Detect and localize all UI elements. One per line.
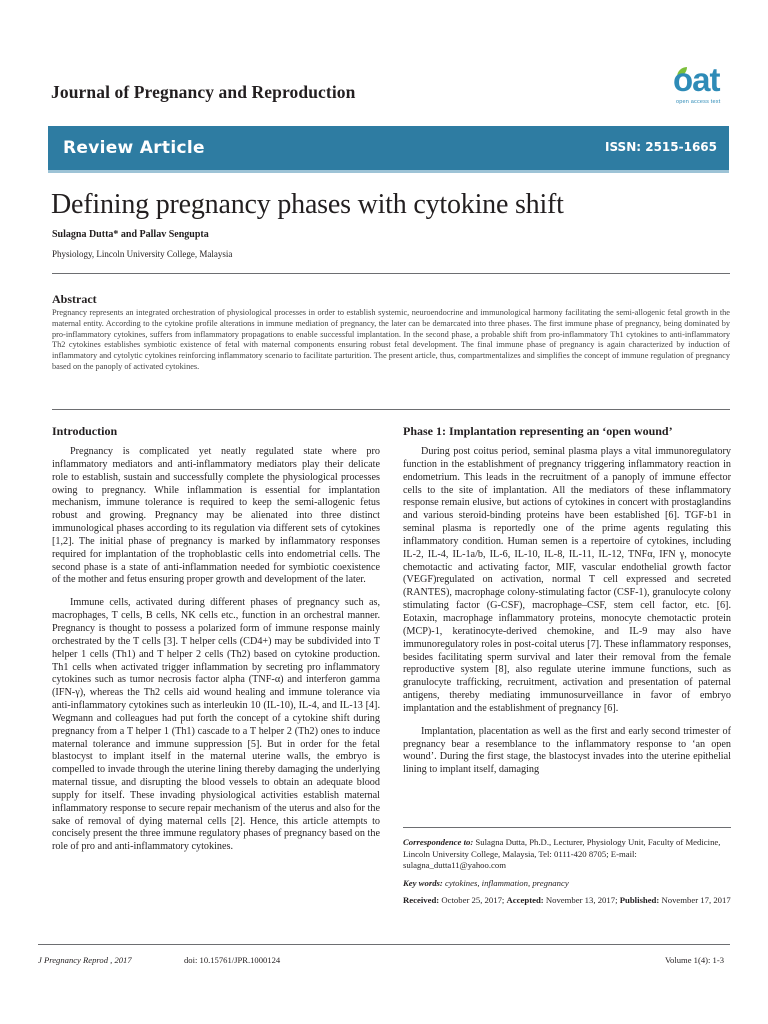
divider-top [52, 273, 730, 274]
divider-footer [38, 944, 730, 945]
abstract-heading: Abstract [52, 292, 97, 306]
authors: Sulagna Dutta* and Pallav Sengupta [52, 229, 209, 240]
correspondence-box [403, 837, 731, 913]
divider-abstract [52, 409, 730, 410]
keywords [403, 878, 731, 890]
journal-title: Journal of Pregnancy and Reproduction [51, 82, 356, 102]
publisher-logo[interactable] [664, 61, 740, 110]
phase1-paragraph-2: Implantation, placentation as well as the first and early second trimester of pregnancy bear a resemblance to the inflammatory response to ‘an open wound’. During the first stage, the blastocyst invades into the uterine epithelial lining to implant itself, damaging [403, 725, 731, 776]
affiliation: Physiology, Lincoln University College, Malaysia [52, 249, 233, 259]
article-banner [48, 126, 729, 170]
phase1-heading: Phase 1: Implantation representing an ‘open wound’ [403, 424, 673, 438]
issn: ISSN: 2515-1665 [604, 140, 717, 154]
published-date: November 17, 2017 [661, 895, 731, 905]
correspondence-label: Correspondence to: [403, 837, 474, 847]
introduction-paragraph-2: Immune cells, activated during different phases of pregnancy such as, macrophages, T cells, B cells, NK cells etc., function in an orchestral manner. Pregnancy is thought to possess a polarized form of immune response mainly orchestrated by the T cells [3]. T helper cells (CD4+) may be subdivided into T helper 1 cells (Th1) and T helper 2 cells (Th2) based on cytokine production. Th1 cells when activated trigger inflammation by secreting pro inflammatory cytokines such as tumor necrosis factor alpha (TNF-α) and interferon gamma (IFN-γ), whereas the Th2 cells aid wound healing and immune tolerance via anti-inflammatory cytokines such as interleukin 10 (IL-10), IL-4, and IL-13 [4]. Wegmann and colleagues had put forth the concept of a cytokine shift during pregnancy from a T helper 1 (Th1) cascade to a T helper 2 (Th2) ones to induce maternal tolerance and immune suppression [5]. But in order for the fetal blastocyst to implant itself in the maternal uterine walls, the embryo is compelled to invade through the uterine lining thereby damaging the underlying maternal tissue, and disrupting the blood vessels to obtain an adequate blood supply for itself. These invading physiological activities establish maternal inflammatory response to secure repair mechanism of the uterus and also for the sake of removal of dying maternal cells [2]. Hence, this article attempts to concisely present the three immune regulatory phases of pregnancy based on the role of pro and anti-inflammatory cytokines. [52, 597, 380, 853]
received-label: Received: [403, 895, 440, 905]
divider-correspondence [403, 827, 731, 828]
dates [403, 895, 731, 907]
phase1-paragraph-1: During post coitus period, seminal plasma plays a vital immunoregulatory function in the establishment of pregnancy triggering inflammatory reaction in endometrium. This leads in the recruitment of a panoply of immune effector cells to the site of implantation. All the mediators of these inflammatory response remain elusive, but actions of cytokines in concert with prostaglandins and various steroid-binding proteins have been established [6]. TGF-b1 in seminal plasma is reportedly one of the prime agents regulating this inflammatory condition. Human semen is a repertoire of cytokines, including IL-2, IL-4, IL-1a/b, IL-6, IL-10, IL-8, IL-11, IL-12, TNFα, IFN γ, monocyte chemotactic and activating factor, MIF, vascular endothelial growth factor (VEGF)regulated on activation, normal T cell expressed and secreted (RANTES), macrophage colony-stimulating factor (CSF-1), granulocyte colony stimulating factor (G-CSF), macrophage–CSF, stem cell factor, etc. [6]. Eotaxin, macrophage inflammatory proteins, monocyte chemotactic protein (MCP)-1, keratinocyte-derived chemokine, and IL-9 may also have immunoregulatory roles in post-coital uterus [7]. These inflammatory responses, besides facilitating sperm survival and later their removal from the female reproductive system [8], also regulate uterine immune functions, such as granulocyte trafficking, recruitment, activation and presentation of paternal antigens, thereby mediating immunosurveillance in favor of embryo implantation and the establishment of pregnancy [6]. [403, 446, 731, 714]
banner-shadow [48, 170, 729, 173]
article-title: Defining pregnancy phases with cytokine shift [51, 189, 564, 220]
keywords-text: cytokines, inflammation, pregnancy [445, 877, 569, 888]
footer-doi[interactable]: doi: 10.15761/JPR.1000124 [184, 955, 281, 965]
correspondence [403, 837, 731, 872]
introduction-column [52, 446, 380, 864]
introduction-heading: Introduction [52, 424, 118, 438]
correspondence-text: Sulagna Dutta, Ph.D., Lecturer, Physiology Unit, Faculty of Medicine, Lincoln University College, Malaysia, Tel: 0111-420 8705; E-mail: sulagna_dutta11@yahoo.com [403, 837, 721, 870]
logo-word: oat [673, 61, 720, 98]
footer-journal: J Pregnancy Reprod , 2017 [38, 955, 132, 965]
introduction-paragraph-1: Pregnancy is complicated yet neatly regulated state where pro inflammatory mediators and anti-inflammatory mediators play their delicate role to establish, sustain and successfully complete the physiological processes owing to pregnancy. While inflammation is essential for implantation mechanism, immune tolerance is required to keep the semi-allogenic fetus robust and growing. Pregnancy may be alienated into three distinct immunological phases according to its regulation via different sets of cytokines [1,2]. The initial phase of pregnancy is marked by inflammatory responses required for implantation of the trophoblastic cells into endometrial cells. The second phase is a state of anti-inflammation needed for symbiotic coexistence of the mother and fetus ensuring proper growth and development of the later. [52, 446, 380, 586]
accepted-date: November 13, 2017; [545, 895, 618, 905]
logo-subtext: open access text [676, 99, 721, 105]
received-date: October 25, 2017; [441, 895, 505, 905]
accepted-label: Accepted: [506, 895, 544, 905]
phase1-column [403, 446, 731, 787]
article-type: Review Article [63, 138, 205, 158]
abstract-text: Pregnancy represents an integrated orchestration of physiological processes in order to establish systemic, neuroendocrine and immunological harmony facilitating the semi-allogenic fetal growth in the maternal entity. According to the cytokine profile alterations in immune mediation of pregnancy, the later can be demarcated into three phases. The first immune phase of pregnancy, being dominated by pro-inflammatory cytokines, suffers from inflammatory propagations to enable successful implantation. In the second phase, a probable shift from pro-inflammatory Th1 cytokines to anti-inflammatory Th2 cytokines establishes symbiotic existence of fetal with maternal components ensuring robust fetal development. The final immune phase of pregnancy is again characterized by induction of inflammatory and cytolytic cytokines reinforcing inflammatory scenario to facilitate parturition. The present article, thus, compartmentalizes and simplifies the concept of immune regulation of pregnancy based on the panoply of activated cytokines. [52, 308, 730, 371]
keywords-label: Key words: [403, 877, 443, 888]
footer-volume: Volume 1(4): 1-3 [664, 955, 724, 965]
published-label: Published: [619, 895, 660, 905]
